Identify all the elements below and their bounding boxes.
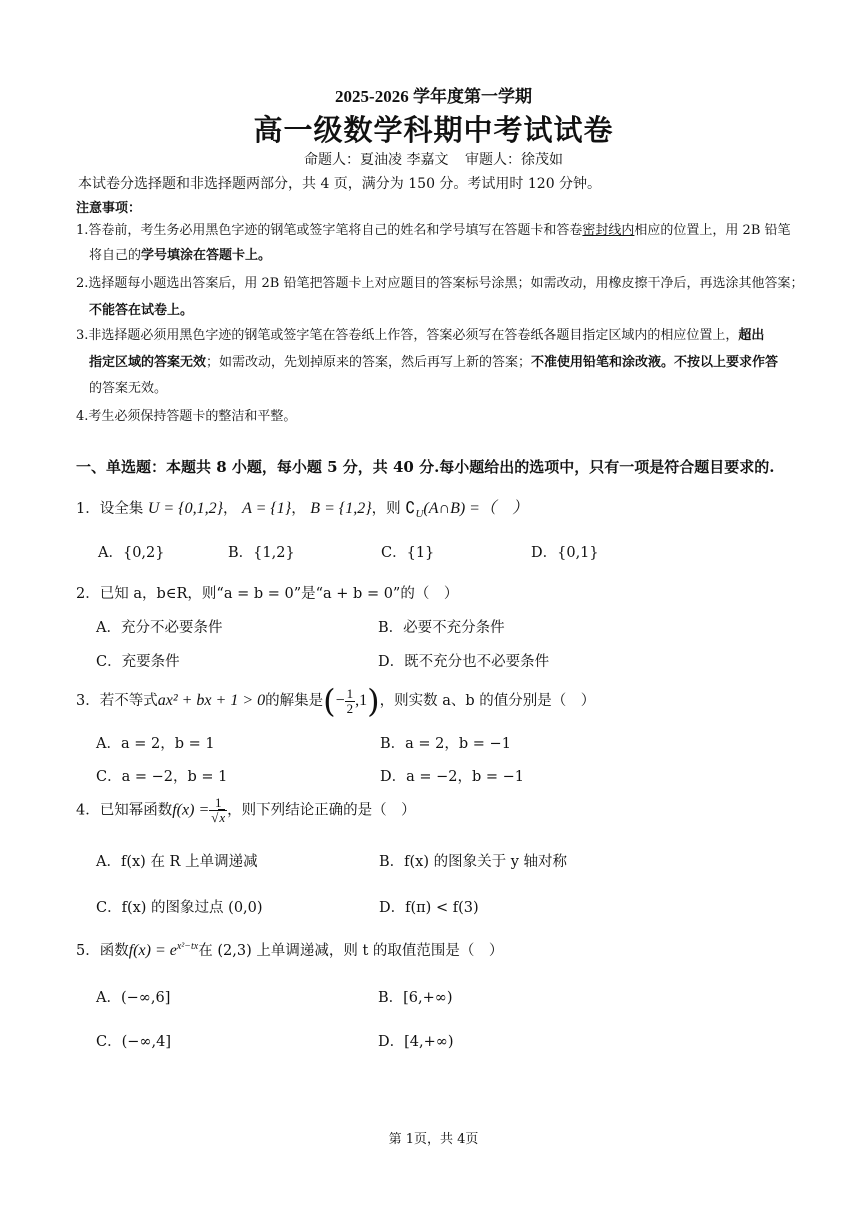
- question-5: [76, 939, 503, 960]
- note-3-bold-f: 不按以上要求作答: [674, 355, 779, 370]
- q2-option-b: B．必要不充分条件: [378, 620, 505, 636]
- reviewer-label: 审题人：徐茂如: [464, 152, 563, 168]
- note-1-underline: 密封线内: [582, 223, 635, 238]
- note-3-line-3: 的答案无效。: [89, 381, 168, 396]
- author-label: 命题人：夏油凌 李嘉文: [304, 152, 449, 168]
- question-number: 5．: [76, 943, 100, 959]
- q1-option-b: B．{1,2}: [228, 545, 295, 561]
- fraction: [345, 687, 356, 716]
- note-3-bold-b: 指定区域的答案无效: [89, 355, 207, 370]
- question-stem: 函数: [99, 943, 129, 959]
- note-2-line-1: 2.选择题每小题选出答案后，用 2B 铅笔把答题卡上对应题目的答案标号涂黑；如需改动，用橡皮擦干净后，再选涂其他答案；: [76, 276, 804, 291]
- math-exponent: x²−tx: [176, 941, 199, 953]
- note-1-text-b: 相应的位置上，用 2B 铅笔: [634, 223, 791, 238]
- note-3-text: 3.非选择题必须用黑色字迹的钢笔或签字笔在答卷纸上作答，答案必须写在答卷纸各题目指定区域内的相应位置上，: [76, 328, 739, 343]
- question-number: 3．: [76, 693, 100, 709]
- question-text: ，则下列结论正确的是（ ）: [227, 802, 416, 819]
- note-1-line-2: [89, 243, 271, 269]
- fraction: [209, 796, 227, 825]
- q1-option-c: C．{1}: [381, 545, 435, 561]
- question-stem: 已知 a，b∈R，则“a = b = 0”是“a + b = 0”的（ ）: [99, 586, 459, 602]
- q5-option-c: C．(−∞,4]: [96, 1034, 171, 1050]
- paren-left: (: [323, 682, 336, 720]
- note-3-bold: 超出: [738, 328, 765, 343]
- note-2-line-2: 不能答在试卷上。: [89, 303, 194, 318]
- exam-intro: 本试卷分选择题和非选择题两部分，共 4 页，满分为 150 分。考试用时 120 分钟。: [78, 176, 602, 192]
- frac-den: √x: [211, 810, 226, 825]
- question-text: 的解集是: [265, 693, 324, 709]
- q5-option-b: B．[6,+∞): [378, 990, 453, 1006]
- math-sub: U: [415, 507, 424, 520]
- q1-option-d: D．{0,1}: [531, 545, 599, 561]
- note-1-line-1: [76, 218, 791, 244]
- note-1-bold: 学号填涂在答题卡上。: [141, 248, 272, 263]
- question-1: 1．设全集 U = {0,1,2}， A = {1}， B = {1,2}，则 $∁_U(A\cap B)$ =（ ）: [76, 500, 528, 520]
- question-stem: 设全集: [99, 501, 144, 517]
- q4-option-c: C．f(x) 的图象过点 (0,0): [96, 900, 263, 916]
- note-3-text-d: ；如需改动，先划掉原来的答案，然后再写上新的答案；: [206, 355, 532, 370]
- paren-right: ): [367, 682, 380, 720]
- math-expr: U = {0,1,2}: [147, 500, 223, 517]
- note-1-text: 1.答卷前，考生务必用黑色字迹的钢笔或签字笔将自己的姓名和学号填写在答题卡和答卷: [76, 223, 583, 238]
- note-3-line-1: [76, 323, 764, 349]
- question-number: 2．: [76, 586, 100, 602]
- question-4: [76, 796, 416, 825]
- q3-option-a: A．a = 2，b = 1: [96, 736, 215, 752]
- authors-line: [0, 149, 867, 169]
- question-text: ，则: [371, 501, 401, 517]
- math-expr: (A∩B) =（ ）: [423, 500, 528, 517]
- question-stem: 已知幂函数: [99, 802, 173, 819]
- question-stem: 若不等式: [99, 693, 158, 709]
- question-text: ，则实数 a、b 的值分别是（ ）: [379, 693, 596, 709]
- q3-option-d: D．a = −2，b = −1: [380, 769, 525, 785]
- math-expr: ,1: [355, 692, 368, 709]
- q5-option-d: D．[4,+∞): [378, 1034, 454, 1050]
- question-number: 1．: [76, 501, 100, 517]
- q2-option-d: D．既不充分也不必要条件: [378, 654, 550, 670]
- note-4: 4.考生必须保持答题卡的整洁和平整。: [76, 409, 297, 424]
- exam-title: 高一级数学科期中考试试卷: [253, 113, 614, 147]
- q2-option-a: A．充分不必要条件: [96, 620, 223, 636]
- notes-title: 注意事项：: [76, 201, 142, 216]
- note-3-bold-e: 不准使用铅笔和涂改液。: [531, 355, 675, 370]
- q3-option-b: B．a = 2，b = −1: [380, 736, 511, 752]
- q4-option-a: A．f(x) 在 R 上单调递减: [96, 854, 258, 870]
- math-expr: A = {1}: [242, 500, 292, 517]
- question-text: 在 (2,3) 上单调递减，则 t 的取值范围是（ ）: [198, 943, 504, 959]
- minus-sign: −: [335, 692, 345, 709]
- math-expr: B = {1,2}: [310, 500, 372, 517]
- sqrt-arg: x: [219, 810, 226, 825]
- complement-symbol: ∁: [405, 500, 416, 517]
- question-3: [76, 682, 595, 720]
- note-3-line-2: [89, 350, 778, 376]
- q4-option-b: B．f(x) 的图象关于 y 轴对称: [379, 854, 568, 870]
- q5-option-a: A．(−∞,6]: [96, 990, 171, 1006]
- note-1-text-c: 将自己的: [89, 248, 142, 263]
- section-1-heading: 一、单选题：本题共 8 小题，每小题 5 分，共 40 分.每小题给出的选项中，只有一项是符合题目要求的.: [76, 458, 775, 476]
- math-expr: ax² + bx + 1 > 0: [157, 692, 266, 709]
- school-year: 2025-2026 学年度第一学期: [335, 87, 532, 106]
- question-number: 4．: [76, 802, 100, 819]
- frac-num: 1: [209, 796, 227, 811]
- q1-option-a: A．{0,2}: [98, 545, 165, 561]
- question-2: [76, 582, 458, 603]
- frac-den: 2: [346, 700, 354, 716]
- frac-num: 1: [346, 685, 354, 701]
- q4-option-d: D．f(π) < f(3): [379, 900, 479, 916]
- q3-option-c: C．a = −2，b = 1: [96, 769, 228, 785]
- math-expr: f(x) = e: [128, 942, 177, 959]
- math-expr: f(x) =: [172, 801, 210, 819]
- page-footer: 第 1页，共 4页: [388, 1132, 479, 1147]
- q2-option-c: C．充要条件: [96, 654, 180, 670]
